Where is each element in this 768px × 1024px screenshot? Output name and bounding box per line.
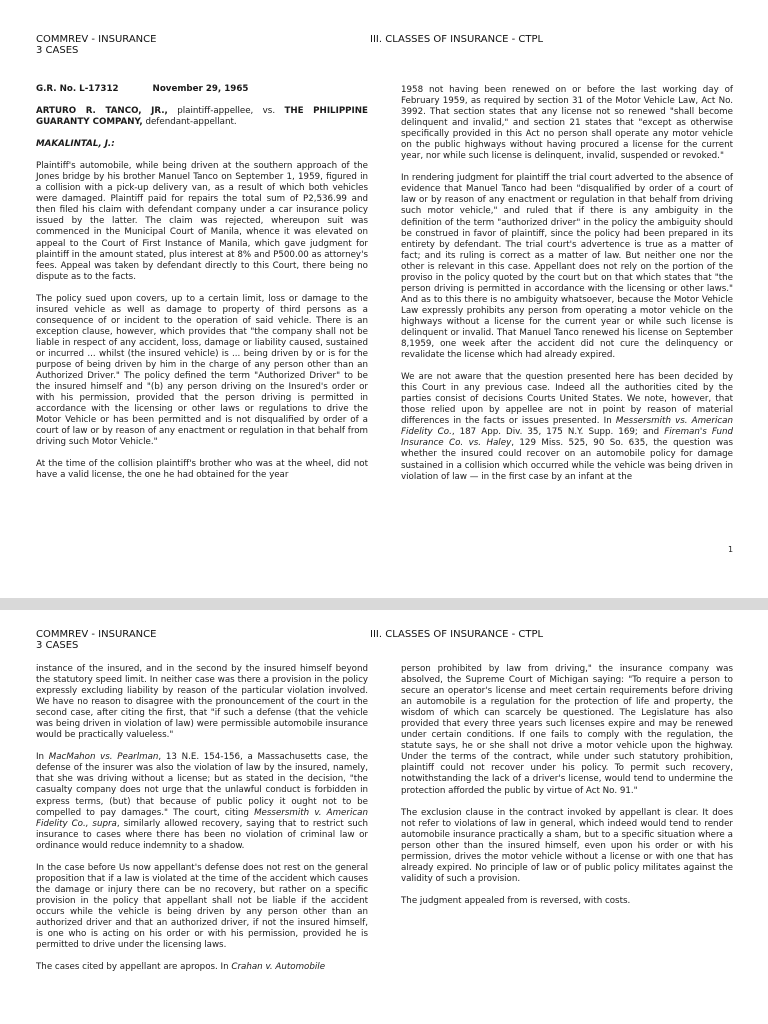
paragraph: The policy sued upon covers, up to a certain limit, loss or damage to the insured vehicle as well as damage to property of third persons as a consequence of or incident to the operation of said vehicle. There is an exception clause, however, which provides that "the company shall not be liable in respect of any accident, loss, damage or liability caused, sustained or incurred ... whilst (the insured vehicle) is ... being driven by or is for the purpose of being driven by him in the charge of any person other than an Authorized Driver." The policy defined the term "Authorized Driver" to be the insured himself and "(b) any person driving on the Insured's order or with his permission, provided that the person driving is permitted in accordance with the licensing or other laws or regulations to drive the Motor Vehicle or has been permitted and is not disqualified by order of a court of law or by reason of any enactment or regulation in that behalf from driving such Motor Vehicle." [36,293,368,448]
cases-count: 3 CASES [36,640,79,651]
case-citation: Messersmith vs. American Fidelity Co. [401,416,733,438]
page-number: 1 [728,545,734,554]
paragraph: instance of the insured, and in the second by the insured himself beyond the statutory speed limit. In neither case was there a provision in the policy expressly excluding liability by reason of the particular violation involved. We have no reason to disagree with the pronouncement of the court in the second case, after citing the first, that "if such a defense (that the vehicle was being driven in violation of law) were permissible automobile insurance would be practically valueless." [36,664,368,741]
paragraph: Plaintiff's automobile, while being driven at the southern approach of the Jones bridge by his brother Manuel Tanco on September 1, 1959, figured in a collision with a pick-up delivery van, as a result of which both vehicles were damaged. Plaintiff paid for repairs the total sum of P2,536.99 and then filed his claim with defendant company under a car insurance policy issued by the latter. The claim was rejected, whereupon suit was commenced in the Municipal Court of Manila, whence it was elevated on appeal to the Court of First Instance of Manila, which gave judgment for plaintiff in the amount stated, plus interest at 8% and P500.00 as attorney's fees. Appeal was taken by defendant directly to this Court, there being no dispute as to the facts. [36,161,368,282]
gr-number: G.R. No. L-17312 [36,84,119,94]
paragraph: At the time of the collision plaintiff's brother who was at the wheel, did not have a valid license, the one he had obtained for the year [36,459,368,481]
paragraph: In MacMahon vs. Pearlman, 13 N.E. 154-156, a Massachusetts case, the defense of the insurer was also the violation of law by the insured, namely, that she was driving without a license; but as stated in the decision, "the casualty company does not urge that the unlawful conduct is forbidden in express terms, (but) that because of public policy it ought not to be compelled to pay damages." The court, citing Messersmith v. American Fidelity Co., supra, similarly allowed recovery, saying that to restrict such insurance to cases where there has been no violation of criminal law or ordinance would reduce indemnity to a shadow. [36,752,369,851]
paragraph: In the case before Us now appellant's defense does not rest on the general proposition that if a law is violated at the time of the accident which causes the damage or injury there can be no recovery, but rather on a specific provision in the policy that appellant shall not be liable if the accident occurs while the vehicle is being driven by any person other than an authorized driver and that an authorized driver, if not the insured himself, is one who is acting on his order or with his permission, provided he is permitted to drive under the licensing laws. [36,862,368,951]
case-citation: Messersmith v. American Fidelity Co., supra [36,807,368,829]
course-title: COMMREV - INSURANCE [36,34,157,45]
defendant-role: defendant-appellant. [142,117,237,128]
right-column [401,85,733,494]
page-header-left [36,34,156,56]
decision-date: November 29, 1965 [152,84,249,94]
case-parties [36,106,368,128]
plaintiff-name: ARTURO R. TANCO, JR., [36,106,168,117]
paragraph: The judgment appealed from is reversed, with costs. [401,895,631,906]
section-title: III. CLASSES OF INSURANCE - CTPL [370,34,544,45]
paragraph: person prohibited by law from driving," the insurance company was absolved, the Supreme Court of Michigan saying: "To require a person to secure an operator's license and meet certain requirements before driving an automobile is a regulation for the protection of life and property, the wisdom of which can scarcely be questioned. The Legislature has also provided that every three years such licenses expire and may be renewed under certain conditions. If one fails to comply with the regulation, the statute says, he or she shall not drive a motor vehicle upon the highway. Under the terms of the contract, while under such statutory prohibition, plaintiff could not recover under his policy. To permit such recovery, notwithstanding the lack of a driver's license, would tend to undermine the protection afforded the public by virtue of Act No. 91." [401,664,733,796]
ponente: MAKALINTAL, J.: [36,139,115,150]
case-citation: Crahan v. Automobile [231,962,326,973]
paragraph: The cases cited by appellant are apropos. In Crahan v. Automobile [36,962,326,973]
paragraph: We are not aware that the question presented here has been decided by this Court in any previous case. Indeed all the authorities cited by the parties consist of decisions Courts United States. We note, however, that those relied upon by appellee are not in point by reason of material differences in the facts or issues presented. In Messersmith vs. American Fidelity Co., 187 App. Div. 35, 175 N.Y. Supp. 169; and Fireman's Fund Insurance Co. vs. Haley, 129 Miss. 525, 90 So. 635, the question was whether the insured could recover on an automobile policy for damage sustained in a collision which occurred while the vehicle was being driven in violation of law — in the first case by an infant at the [401,372,733,482]
left-column [36,664,368,984]
paragraph: 1958 not having been renewed on or before the last working day of February 1959, as required by section 31 of the Motor Vehicle Law, Act No. 3992. That section states that any license not so renewed "shall become delinquent and invalid," and section 21 states that "except as otherwise specifically provided in this Act no person shall operate any motor vehicle on the public highways without having procured a license for the current year, nor while such license is delinquent, invalid, suspended or revoked." [401,85,733,162]
section-title: III. CLASSES OF INSURANCE - CTPL [370,629,544,640]
defendant-name: THE PHILIPPINE GUARANTY COMPANY, [36,106,368,128]
case-citation: Fireman's Fund Insurance Co. vs. Haley [401,427,733,449]
document-page-2 [0,610,768,1024]
case-number-line [36,84,368,95]
cases-count: 3 CASES [36,45,79,56]
case-citation: MacMahon vs. Pearlman [48,752,159,763]
right-column [401,664,733,918]
left-column [36,84,368,492]
page-header-left [36,629,156,651]
paragraph: In rendering judgment for plaintiff the trial court adverted to the absence of evidence that Manuel Tanco had been "disqualified by order of a court of law or by reason of any enactment or regulation in that behalf from driving such motor vehicle," and ruled that if there is any ambiguity in the definition of the term "authorized driver" in the policy the ambiguity should be construed in favor of plaintiff, since the policy had been prepared in its entirety by defendant. The trial court's advertence is true as a matter of fact; and its ruling is correct as a matter of law. But neither one nor the other is relevant in this case. Appellant does not rely on the portion of the proviso in the policy quoted by the court but on that which states that "the person driving is permitted in accordance with the licensing or other laws." And as to this there is no ambiguity whatsoever, because the Motor Vehicle Law expressly prohibits any person from operating a motor vehicle on the highways without a license for the current year or while such license is delinquent or invalid. That Manuel Tanco renewed his license on September 8,1959, one week after the accident did not cure the delinquency or revalidate the license which had already expired. [401,173,733,361]
course-title: COMMREV - INSURANCE [36,629,157,640]
plaintiff-role: plaintiff-appellee, vs. [167,106,285,117]
paragraph: The exclusion clause in the contract invoked by appellant is clear. It does not refer to violations of law in general, which indeed would tend to render automobile insurance practically a sham, but to a specific situation where a person other than the insured himself, even upon his order or with his permission, drives the motor vehicle without a license or with one that has already expired. No principle of law or of public policy militates against the validity of such a provision. [401,807,733,884]
